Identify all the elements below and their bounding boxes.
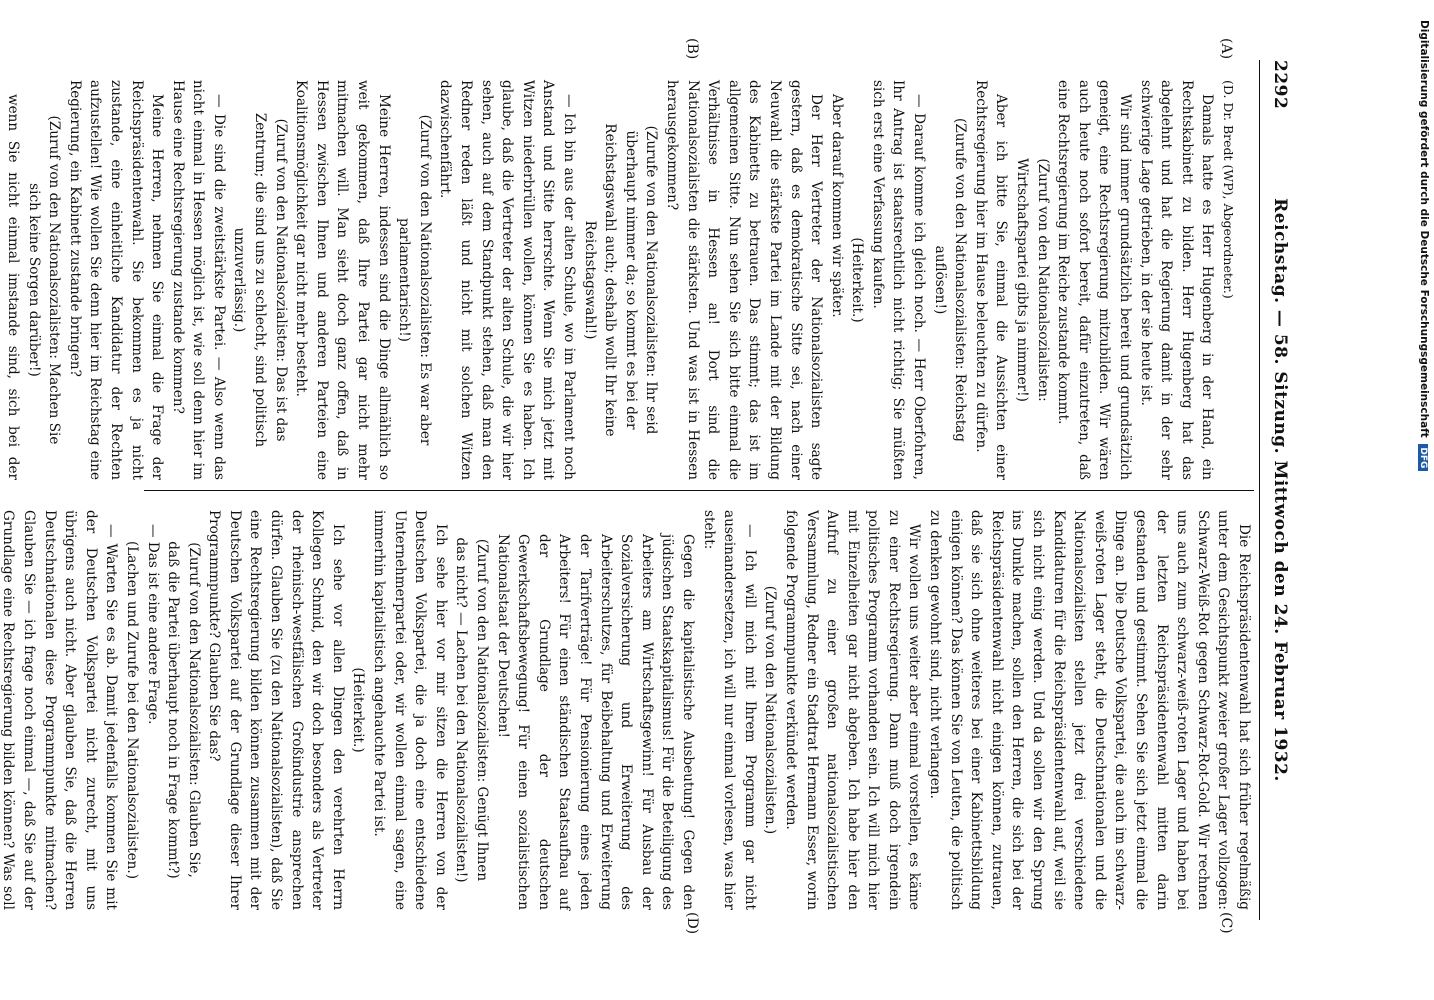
interjection: (Zuruf von den Nationalsozialisten.) <box>762 585 779 835</box>
credit-text: Digitalisierung gefördert durch die Deutsche Forschungsgemeinschaft <box>1418 20 1430 438</box>
paragraph: — Ich bin aus der alten Schule, wo im Parlament noch Anstand und Sitte herrschte. Wenn Sie mich jetzt mit Witzen niederbrüllen wollen, können Sie es haben. Ich glaube, daß die Vertreter der alten Schule, die wir hier sehen, auch auf dem Standpunkt stehen, daß man den Redner reden läßt und nicht mit solchen Witzen dazwischenfährt. <box>437 80 577 480</box>
paragraph: Meine Herren, nehmen Sie einmal die Frage der Reichspräsidentenwahl. Sie bekommen es ja nicht zustande, eine einheitliche Kandidatur der Rechten aufzustellen! Wie wollen Sie denn hier im Reichstag eine Regierung, ein Kabinett zustande bringen? <box>66 80 166 480</box>
paragraph: — Das ist eine andere Frage. <box>144 524 161 725</box>
document-page <box>0 38 1300 935</box>
paragraph: — Die sind die zweitstärkste Partei. — Also wenn das nicht einmal in Hessen möglich ist, wie soll denn hier im Hause eine Rechtsregierung zustande kommen? <box>169 80 227 480</box>
paragraph: Gegen die kapitalistische Ausbeutung! Gegen den jüdischen Staatskapitalismus! Für die Beteiligung des Arbeiters am Wirtschaftsgewinn! Für Ausbau der Sozialversicherung und Erweiterung des Arbeiterschutzes, für Beibehaltung und Erweiterung der Tarifverträge! Für Pensionierung eines jeden Arbeiters! Für einen ständischen Staatsaufbau auf der Grundlage der deutschen Gewerkschaftsbewegung! Für einen sozialistischen Nationalstaat der Deutschen! <box>494 534 696 910</box>
column-divider <box>144 490 1254 491</box>
paragraph: wenn Sie nicht einmal imstande sind, sich bei der <box>4 94 21 480</box>
page-number: 2292 <box>1270 60 1290 110</box>
paragraph: Ich sehe hier vor mir sitzen die Herren von der Deutschen Volkspartei, die ja doch eine entschiedene Unternehmerpartei oder, wir wollen einmal sagen, eine immerhin kapitalistisch angehauchte Partei ist. <box>371 510 449 910</box>
interjection: (Zuruf von den Nationalsozialisten: Glauben Sie, daß die Partei überhaupt noch in Frage kommt?) <box>165 541 202 879</box>
paragraph: Wir wollen uns weiter aber einmal vorstellen, es käme zu einer Rechtsregierung. Dann muß doch irgendein politisches Programm vorhanden sein. Ich will mich hier mit Einzelheiten gar nicht abgeben. Ich habe hier den Aufruf zu einer großen nationalsozialistischen Versammlung, Redner ein Stadtrat Hermann Esser, worin folgende Programmpunkte verkündet werden. <box>782 510 923 910</box>
interjection: (Zuruf von den Nationalsozialisten: Es war aber parlamentarisch!) <box>396 114 433 446</box>
speaker-line: (D. Dr. Bredt (WP), Abgeordneter.) <box>1221 80 1236 299</box>
page-header <box>1259 60 1300 920</box>
interjection: (Zuruf von den Nationalsozialisten: Wirtschaftspartei gibts ja nimmer!) <box>1014 158 1051 402</box>
interjection: (Zuruf von den Nationalsozialisten: Genügt Ihnen das nicht? — Lachen bei den Nationalsozialisten!) <box>453 537 491 883</box>
paragraph: Wir sind immer grundsätzlich bereit und grundsätzlich geneigt, eine Rechtsregierung mitzubilden. Wir wären auch heute noch sofort bereit, dafür einzutreten, daß eine Rechtsregierung im Reiche zustande kommt. <box>1055 80 1134 480</box>
paragraph: — Warten Sie es ab. Damit jedenfalls kommen Sie mit der Deutschen Volkspartei nicht zurecht, mit uns übrigens auch nicht. Aber glauben Sie, daß die Herren Deutschnationalen diese Programmpunkte mitmachen? Glauben Sie — ich frage noch einmal —, daß Sie auf der Grundlage eine Rechtsregierung bilden können? Was soll <box>0 510 120 910</box>
margin-mark-c: (C) <box>1218 912 1234 934</box>
dfg-logo: DFG <box>1418 444 1428 471</box>
interjection: (Heiterkeit.) <box>849 237 866 323</box>
column-right <box>0 510 1254 910</box>
margin-mark-a: (A) <box>1218 38 1234 60</box>
paragraph: Aber ich bitte Sie, einmal die Aussichten einer Rechtsregierung hier im Hause beleuchten zu dürfen. <box>972 80 1010 480</box>
interjection: (Zuruf von den Nationalsozialisten: Machen Sie sich keine Sorgen darüber!) <box>25 115 63 445</box>
paragraph: — Ich will mich mit Ihrem Programm gar nicht auseinandersetzen, ich will nur einmal vorlesen, was hier steht: <box>700 510 758 910</box>
paragraph: Ich sehe vor allen Dingen den verehrten Herrn Kollegen Schmid, den wir doch besonders als Vertreter der rheinisch-westfälischen Großindustrie ansprechen dürfen. Glauben Sie (zu den Nationalsozialisten), daß Sie eine Rechtsregierung bilden können zusammen mit der Deutschen Volkspartei auf der Grundlage dieser Ihrer Programmpunkte? Glauben Sie das? <box>206 510 346 910</box>
digitization-credit <box>1404 0 1432 1000</box>
paragraph: Aber darauf kommen wir später. <box>828 94 845 318</box>
interjection: (Lachen und Zurufe bei den Nationalsozialisten.) <box>123 540 140 880</box>
interjection: (Heiterkeit.) <box>350 667 367 753</box>
margin-mark-b: (B) <box>684 38 700 60</box>
paragraph: Die Reichspräsidentenwahl hat sich früher regelmäßig unter dem Gesichtspunkt zweier großer Lager vollzogen: Schwarz-Weiß-Rot gegen Schwarz-Rot-Gold. Wir rechnen uns auch zum schwarz-weiß-roten Lager und haben bei der letzten Reichspräsidentenwahl mitten darin gestanden und gestimmt. Sehen Sie sich jetzt einmal die Dinge an. Die Deutsche Volkspartei, die auch im schwarz-weiß-roten Lager steht, die Deutschnationalen und die Nationalsozialisten stellen jetzt drei verschiedene Kandidaturen für die Reichspräsidentenwahl auf, weil sie sich nicht einig werden. Und da sollen wir den Sprung ins Dunkle machen, sollen den Herren, die sich bei der Reichspräsidentenwahl nicht einigen können, zutrauen, daß sie sich ohne weiteres bei einer Kabinettsbildung einigen können? Das können Sie von Leuten, die politisch zu denken gewohnt sind, nicht verlangen. <box>927 510 1252 910</box>
interjection: (Zurufe von den Nationalsozialisten: Reichstag auflösen!) <box>931 118 969 442</box>
paragraph: Meine Herren, indessen sind die Dinge allmählich so weit gekommen, daß Ihre Partei gar nicht mehr mitmachen will. Man sieht doch ganz offen, daß in Hessen zwischen Ihnen und anderen Parteien eine Koalitionsmöglichkeit gar nicht mehr besteht. <box>293 80 392 480</box>
running-head: Reichstag. — 58. Sitzung. Mittwoch den 24. Februar 1932. <box>1270 198 1290 782</box>
interjection: (Zuruf von den Nationalsozialisten: Das ist das Zentrum; die sind uns zu schlecht, sind politisch unzuverlässig.) <box>231 112 289 448</box>
paragraph: — Darauf komme ich gleich noch. — Herr Oberfohren, Ihr Antrag ist staatsrechtlich nicht richtig; Sie müßten sich erst eine Verfassung kaufen. <box>869 80 928 480</box>
column-left <box>4 80 1238 480</box>
interjection: (Zurufe von den Nationalsozialisten: Ihr seid überhaupt nimmer da; so kommt es bei der Reichstagswahl auch; deshalb wollt Ihr keine Reichstagswahl!) <box>581 123 660 437</box>
paragraph: Damals hatte es Herr Hugenberg in der Hand, ein Rechtskabinett zu bilden. Herr Hugenberg hat das abgelehnt und hat die Regierung damit in der sehr schwierige Lage getrieben, in der sie heute ist. <box>1137 80 1216 480</box>
margin-mark-d: (D) <box>684 912 700 935</box>
paragraph: Der Herr Vertreter der Nationalsozialisten sagte gestern, daß es demokratische Sitte sei, nach einer Neuwahl die stärkste Partei im Lande mit der Bildung des Kabinetts zu betrauen. Das stimmt; das ist im allgemeinen Sitte. Nun sehen Sie sich bitte einmal die Verhältnisse in Hessen an! Dort sind die Nationalsozialisten die stärksten. Und was ist in Hessen herausgekommen? <box>663 80 825 480</box>
